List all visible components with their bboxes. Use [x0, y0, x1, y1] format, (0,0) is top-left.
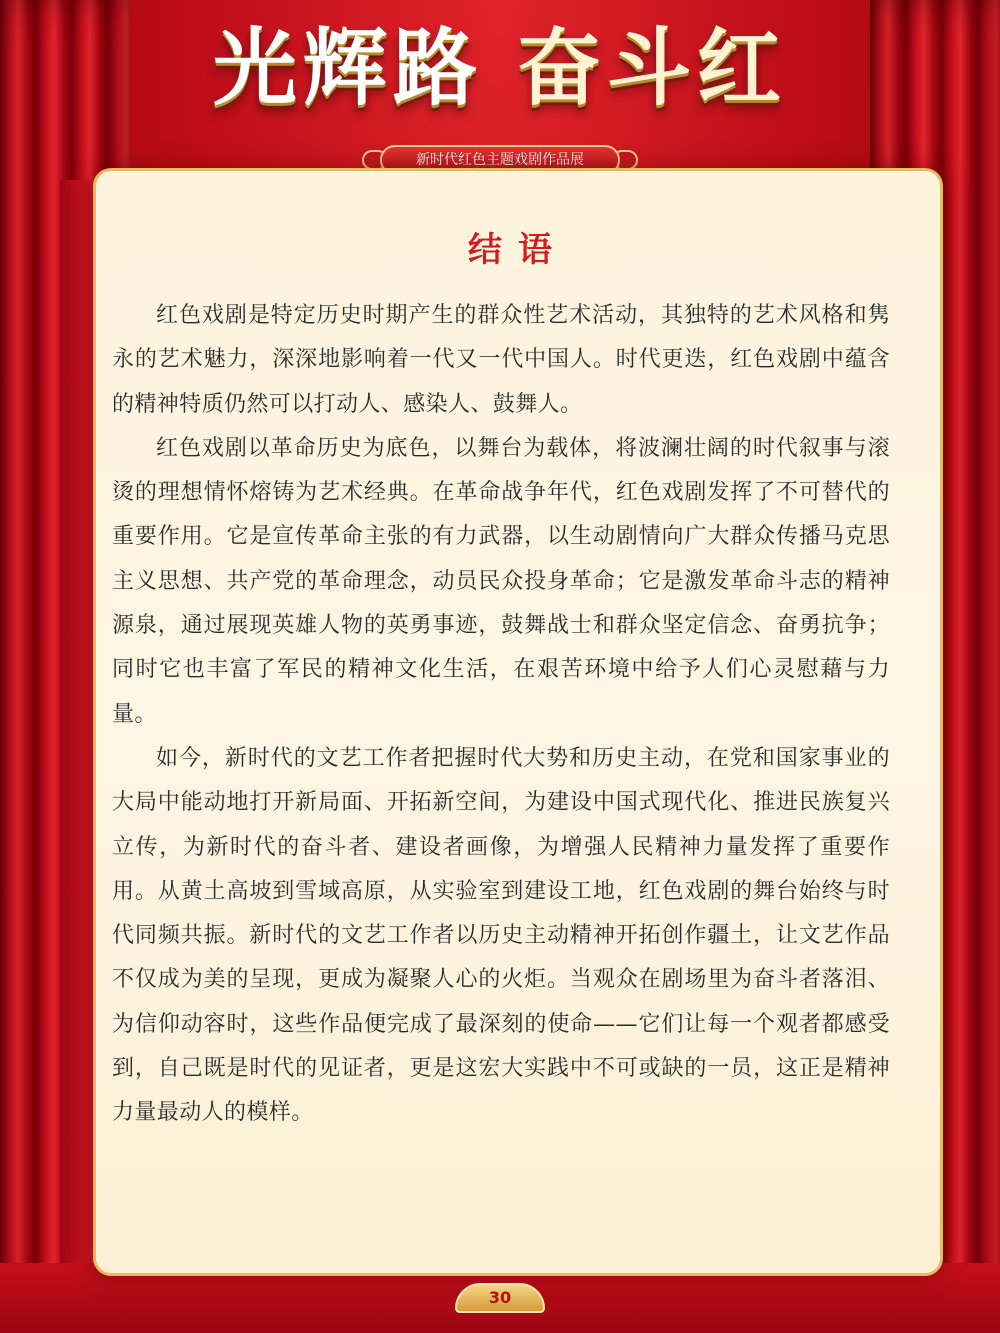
body-text — [112, 294, 890, 1136]
paragraph: 红色戏剧是特定历史时期产生的群众性艺术活动，其独特的艺术风格和隽永的艺术魅力，深深地影响着一代又一代中国人。时代更迭，红色戏剧中蕴含的精神特质仍然可以打动人、感染人、鼓舞人。 — [112, 303, 890, 417]
paragraph: 如今，新时代的文艺工作者把握时代大势和历史主动，在党和国家事业的大局中能动地打开新局面、开拓新空间，为建设中国式现代化、推进民族复兴立传，为新时代的奋斗者、建设者画像，为增强人民精神力量发挥了重要作用。从黄土高坡到雪域高原，从实验室到建设工地，红色戏剧的舞台始终与时代同频共振。新时代的文艺工作者以历史主动精神开拓创作疆土，让文艺作品不仅成为美的呈现，更成为凝聚人心的火炬。当观众在剧场里为奋斗者落泪、为信仰动容时，这些作品便完成了最深刻的使命——它们让每一个观者都感受到，自己既是时代的见证者，更是这宏大实践中不可或缺的一员，这正是精神力量最动人的模样。 — [112, 745, 890, 1126]
paragraph: 红色戏剧以革命历史为底色，以舞台为载体，将波澜壮阔的时代叙事与滚烫的理想情怀熔铸为艺术经典。在革命战争年代，红色戏剧发挥了不可替代的重要作用。它是宣传革命主张的有力武器，以生动剧情向广大群众传播马克思主义思想、共产党的革命理念，动员民众投身革命；它是激发革命斗志的精神源泉，通过展现英雄人物的英勇事迹，鼓舞战士和群众坚定信念、奋勇抗争；同时它也丰富了军民的精神文化生活，在艰苦环境中给予人们心灵慰藉与力量。 — [112, 435, 890, 727]
title-part-1: 光辉路 — [212, 19, 483, 117]
subtitle-ribbon: 新时代红色主题戏剧作品展 — [380, 145, 620, 175]
section-title: 结语 — [468, 230, 568, 270]
exhibition-title — [0, 18, 1000, 118]
title-part-2: 奋斗红 — [517, 19, 788, 117]
page-number: 30 — [455, 1283, 545, 1313]
